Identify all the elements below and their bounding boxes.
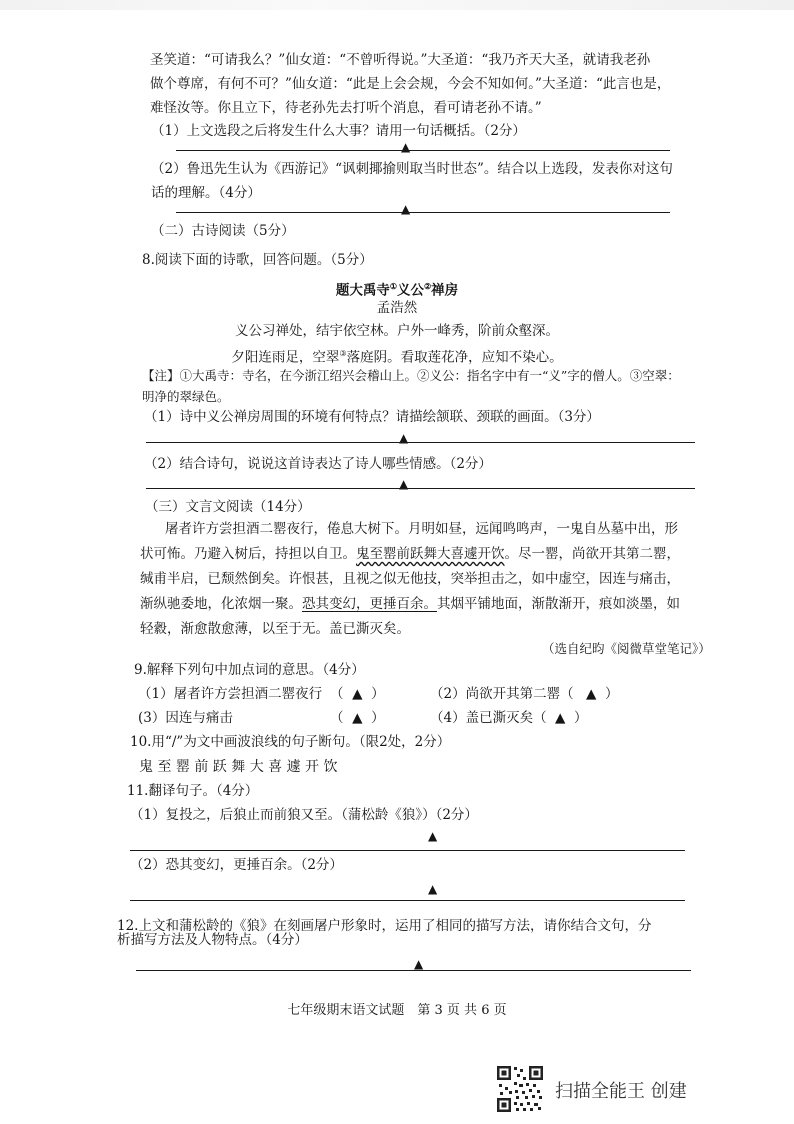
page-footer: 七年级期末语文试题 第 3 页 共 6 页 [287,1003,507,1018]
poem-title: 题大禹寺①义公②禅房 [335,281,459,299]
poem-note-line-1: 【注】①大禹寺：寺名，在今浙江绍兴会稽山上。②义公：指名字中有一“义”字的僧人。③空翠： [142,368,680,383]
q12-line-2: 析描写方法及人物特点。（4分） [117,932,308,948]
poem-note-line-2: 明净的翠绿色。 [142,389,230,404]
q9-item-3: (3）因连与痛击 [138,710,233,726]
dialogue-line-1: 圣笑道：“可请我么？”仙女道：“不曾听得说。”大圣道：“我乃齐天大圣，就请我老孙 [150,52,651,68]
answer-line[interactable] [146,488,695,489]
classical-para-line-3: 缄甫半启，已颓然倒矣。许恨甚，且视之似无他技，突举担击之，如中虚空，因连与痛击， [140,571,680,587]
scan-top-edge [0,0,794,10]
q9-item-4: （4）盖已澌灭矣（ [430,710,547,726]
wavy-underlined-sentence: 鬼至罂前跃舞大喜遽开饮 [356,546,505,562]
answer-line[interactable] [176,212,670,213]
q9-blank-4[interactable]: ▲ ） [555,710,588,726]
q7-sub2-line1: （2）鲁迅先生认为《西游记》“讽刺揶揄则取当时世态”。结合以上选段，发表你对这句 [151,161,673,177]
q11-stem: 11.翻译句子。（4分） [127,783,259,799]
poem-line-1: 义公习禅处，结宇依空林。户外一峰秀，阶前众壑深。 [235,323,559,339]
answer-line[interactable] [130,850,685,851]
section-poem-heading: （二）古诗阅读（5分） [151,223,295,239]
answer-line[interactable] [146,442,695,443]
q9-blank-3[interactable]: （ ▲ ） [330,710,385,726]
dialogue-line-2: 做个尊席，有何不可？”仙女道：“此是上会会规，今会不知如何。”大圣道：“此言也是， [150,76,671,92]
qr-code-icon [496,1065,544,1113]
classical-source: （选自纪昀《阅微草堂笔记》） [542,641,711,656]
classical-para-line-4: 渐纵驰委地，化浓烟一聚。恐其变幻，更捶百余。其烟平铺地面，渐散渐开，痕如淡墨，如 [140,596,680,612]
q10-sentence: 鬼 至 罂 前 跃 舞 大 喜 遽 开 饮 [139,759,338,775]
answer-triangle-icon: ▲ [428,829,438,843]
q9-blank-1[interactable]: （ ▲ ） [330,686,385,702]
q8-sub1: （1）诗中义公禅房周围的环境有何特点？请描绘颔联、颈联的画面。（3分） [144,409,600,425]
answer-triangle-icon: ▲ [399,431,409,445]
q7-sub1: （1）上文选段之后将发生什么大事？请用一句话概括。（2分） [151,123,526,139]
answer-line[interactable] [176,150,670,151]
q11-sub2: （2）恐其变幻，更捶百余。（2分） [130,857,343,873]
q9-item-2: （2）尚欲开其第二罂（ [430,686,574,702]
poem-line-2: 夕阳连雨足，空翠③落庭阴。看取莲花净，应知不染心。 [231,349,563,366]
answer-line[interactable] [136,970,691,971]
answer-triangle-icon: ▲ [414,957,424,971]
q9-blank-2[interactable]: ▲ ） [586,686,619,702]
q7-sub2-line2: 话的理解。（4分） [151,185,261,201]
answer-triangle-icon: ▲ [401,140,411,154]
q11-sub1: （1）复投之，后狼止而前狼又至。（蒲松龄《狼》）（2分） [130,807,478,823]
classical-para-line-1: 屠者许方尝担酒二罂夜行，倦息大树下。月明如昼，远闻鸣鸣声，一鬼自丛墓中出，形 [165,521,678,537]
classical-para-line-2: 状可怖。乃避入树后，持担以自卫。鬼至罂前跃舞大喜遽开饮。尽一罂，尚欲开其第二罂， [140,546,680,562]
underlined-sentence: 恐其变幻，更捶百余。 [302,596,437,612]
scanner-watermark: 扫描全能王 创建 [555,1081,687,1102]
q10-stem: 10.用“/”为文中画波浪线的句子断句。（限2处，2分） [130,734,451,750]
dialogue-line-3: 难怪汝等。你且立下，待老孙先去打听个消息，看可请老孙不请。” [150,100,542,116]
q9-item-1: （1）屠者许方尝担酒二罂夜行 [138,686,323,702]
answer-line[interactable] [130,900,685,901]
section-classical-heading: （三）文言文阅读（14分） [145,499,311,515]
answer-triangle-icon: ▲ [401,202,411,216]
classical-para-line-5: 轻縠，渐愈散愈薄，以至于无。盖已澌灭矣。 [140,621,410,637]
q9-stem: 9.解释下列句中加点词的意思。（4分） [134,662,365,678]
q8-stem: 8.阅读下面的诗歌，回答问题。（5分） [142,252,373,268]
answer-triangle-icon: ▲ [428,882,438,896]
q8-sub2: （2）结合诗句，说说这首诗表达了诗人哪些情感。（2分） [144,456,492,472]
poem-author: 孟浩然 [376,300,418,316]
q12-line-1: 12.上文和蒲松龄的《狼》在刻画屠户形象时，运用了相同的描写方法，请你结合文句，分 [117,918,652,934]
answer-triangle-icon: ▲ [399,477,409,491]
